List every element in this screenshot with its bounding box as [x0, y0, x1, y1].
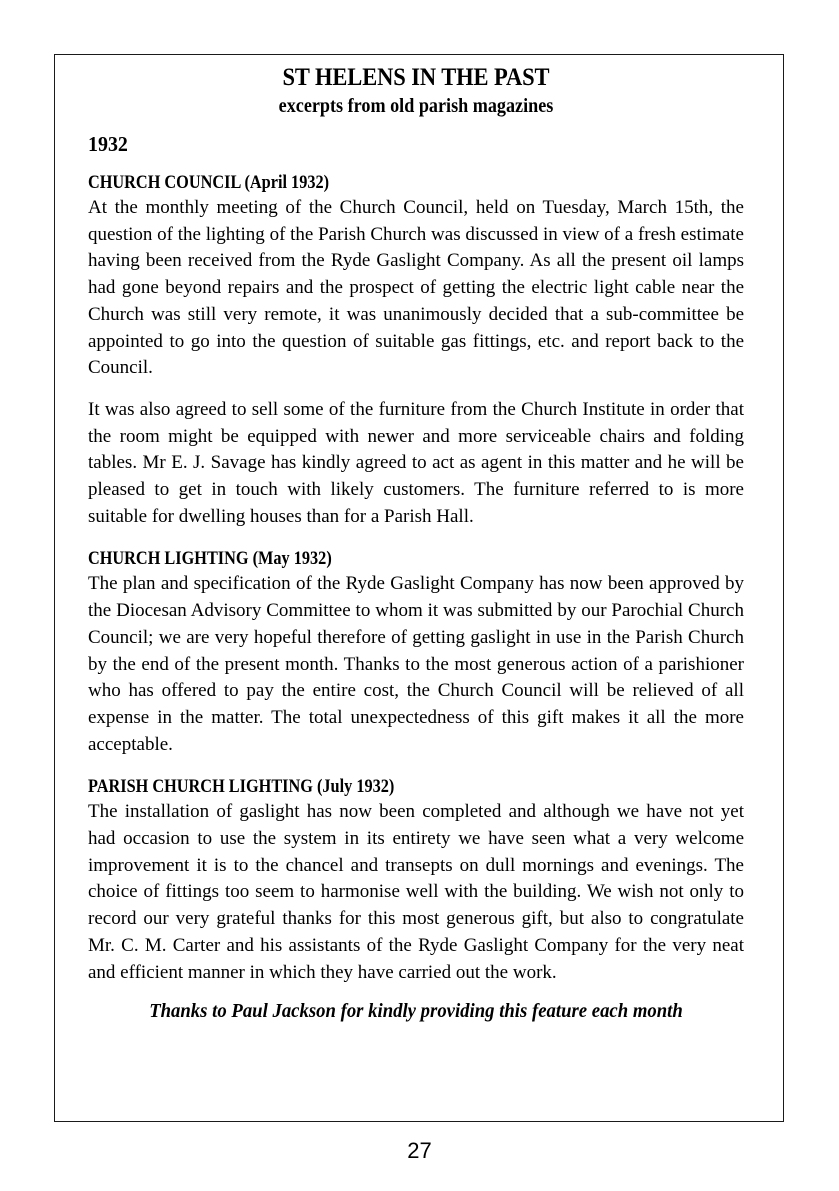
article-subtitle: excerpts from old parish magazines [278, 96, 554, 117]
page-frame-border [54, 54, 784, 1122]
paragraph: At the monthly meeting of the Church Council, held on Tuesday, March 15th, the question of the lighting of the Parish Church was discussed in view of a fresh estimate having been received from the Ryde Gaslight Company. As all the present oil lamps had gone beyond repairs and the prospect of getting the electric light cable near the Church was still very remote, it was unanimously decided that a sub-committee be appointed to go into the question of suitable gas fittings, etc. and report back to the Council. [88, 197, 744, 379]
article-content [88, 63, 744, 1024]
footer-credit: Thanks to Paul Jackson for kindly providing this feature each month [149, 1001, 683, 1023]
page-number: 27 [407, 1138, 432, 1163]
section-church-lighting [88, 548, 744, 758]
paragraph: The plan and specification of the Ryde Gaslight Company has now been approved by the Diocesan Advisory Committee to whom it was submitted by our Parochial Church Council; we are very hopeful therefore of getting gaslight in use in the Parish Church by the end of the present month. Thanks to the most generous action of a parishioner who has offered to pay the entire cost, the Church Council will be relieved of all expense in the matter. The total unexpectedness of this gift makes it all the more acceptable. [88, 573, 744, 755]
section-church-council [88, 172, 744, 530]
year-label: 1932 [88, 132, 128, 156]
section-heading-church-council: CHURCH COUNCIL (April 1932) [88, 173, 330, 193]
paragraph: The installation of gaslight has now been completed and although we have not yet had occasion to use the system in its entirety we have seen what a very welcome improvement it is to the chancel and transepts on dull mornings and evenings. The choice of fittings too seem to harmonise well with the building. We wish not only to record our very grateful thanks for this most generous gift, but also to congratulate Mr. C. M. Carter and his assistants of the Ryde Gaslight Company for the very neat and efficient manner in which they have carried out the work. [88, 801, 744, 983]
section-parish-church-lighting [88, 776, 744, 986]
section-heading-parish-church-lighting: PARISH CHURCH LIGHTING (July 1932) [88, 777, 395, 798]
section-heading-church-lighting: CHURCH LIGHTING (May 1932) [88, 549, 332, 570]
paragraph: It was also agreed to sell some of the furniture from the Church Institute in order that the room might be equipped with newer and more serviceable chairs and folding tables. Mr E. J. Savage has kindly agreed to act as agent in this matter and he will be pleased to get in touch with likely customers. The furniture referred to is more suitable for dwelling houses than for a Parish Hall. [88, 398, 744, 527]
masthead [88, 63, 744, 119]
article-title: ST HELENS IN THE PAST [282, 64, 550, 91]
